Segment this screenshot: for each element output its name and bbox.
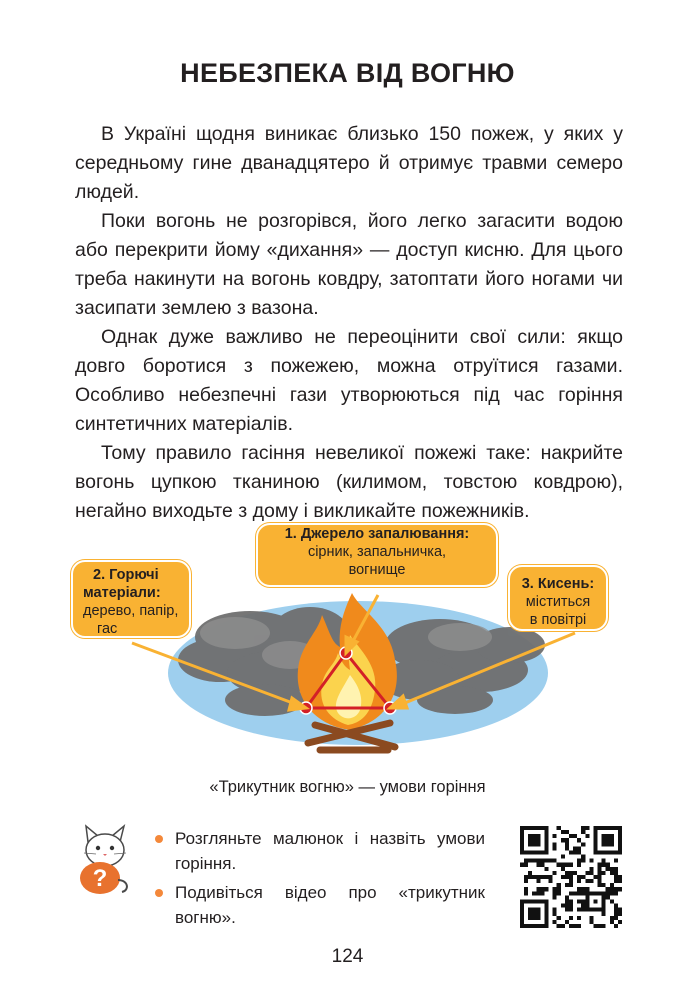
callout-text: сірник, запальничка,	[307, 544, 447, 560]
callout-text: в повітрі	[529, 612, 587, 628]
svg-text:?: ?	[92, 865, 108, 892]
list-item	[155, 826, 485, 876]
page-number: 124	[331, 946, 364, 967]
paragraph: Тому правило гасіння невеликої пожежі таке: накрийте вогонь цупкою тканиною (килимом, товстою ковдрою), негайно виходьте з дому і викликайте пожежників.	[75, 442, 623, 522]
list-item	[155, 880, 485, 930]
task-text: Розгляньте малюнок і назвіть умови горіння.	[175, 829, 485, 873]
paragraph: Однак дуже важливо не переоцінити свої сили: якщо довго боротися з пожежею, можна отруїтися газами. Особливо небезпечні гази утворюються під час горіння синтетичних матеріалів.	[75, 326, 623, 435]
callout-heading: 2. Горючі	[93, 567, 159, 583]
callout-combustible-materials	[71, 560, 191, 638]
question-cat-icon	[76, 820, 134, 896]
paragraph: В Україні щодня виникає близько 150 пожеж, у яких у середньому гине дванадцятеро й отримує травми семеро людей.	[75, 123, 623, 203]
page-title: НЕБЕЗПЕКА ВІД ВОГНЮ	[180, 58, 515, 88]
callout-heading: 1. Джерело запалювання:	[284, 526, 470, 542]
callout-text: дерево, папір,	[83, 603, 179, 619]
figure-caption: «Трикутник вогню» — умови горіння	[209, 778, 486, 796]
callout-text: вогнище	[348, 562, 406, 578]
bullet-icon	[155, 835, 163, 843]
paragraph: Поки вогонь не розгорівся, його легко загасити водою або перекрити йому «дихання» — доступ кисню. Для цього треба накинути на вогонь ковдру, затоптати його ногами чи засипати землею з вазона.	[75, 210, 623, 319]
callout-oxygen	[508, 565, 608, 631]
fire-triangle-diagram	[60, 515, 640, 765]
callout-text: гас	[97, 621, 118, 637]
body-text	[75, 120, 623, 526]
callout-text: міститься	[525, 594, 591, 610]
task-list	[155, 826, 485, 934]
qr-code[interactable]	[520, 826, 622, 928]
callout-heading: 3. Кисень:	[521, 576, 595, 592]
bullet-icon	[155, 889, 163, 897]
callout-heading: матеріали:	[83, 585, 161, 601]
task-text: Подивіться відео про «трикутник вогню».	[175, 883, 485, 927]
callout-ignition-source	[256, 523, 498, 587]
